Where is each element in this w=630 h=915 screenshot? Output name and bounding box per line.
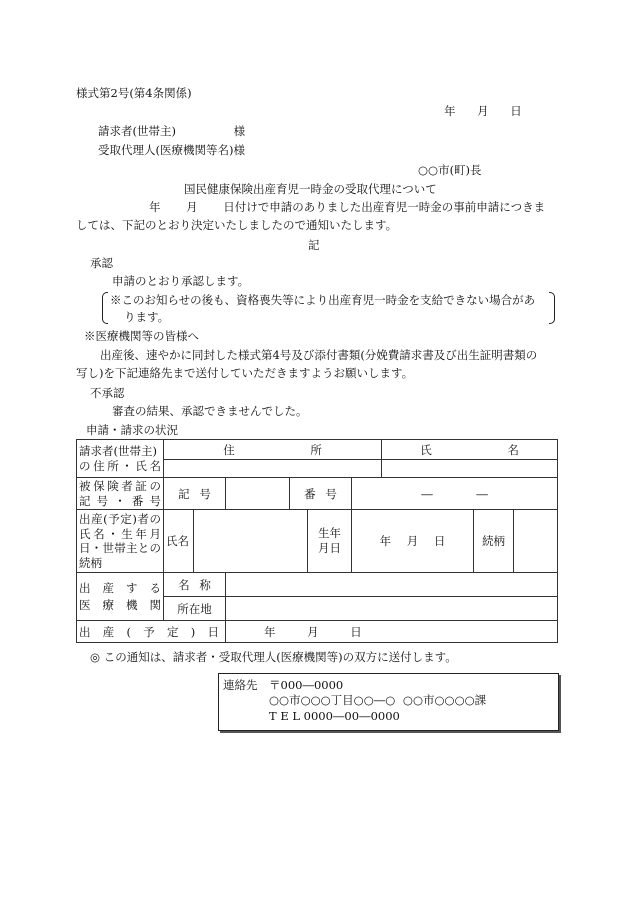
birth-person-name-cell[interactable] <box>194 510 308 573</box>
footnote: ◎ この通知は、請求者・受取代理人(医療機関等)の双方に送付します。 <box>90 650 457 664</box>
zokugara-value-cell[interactable] <box>514 510 558 573</box>
number-dashes: ― ― <box>352 478 558 510</box>
body-line1: 年 月 日付けで申請のありました出産育児一時金の事前申請につきま <box>149 200 546 214</box>
shimei-label: 氏名 <box>164 510 194 573</box>
document-title: 国民健康保険出産育児一時金の受取代理について <box>184 182 437 196</box>
medical-notice-line1: 出産後、速やかに同封した様式第4号及び添付書類(分娩費請求書及び出生証明書類の <box>100 348 538 362</box>
medical-notice-heading: ※医療機関等の皆様へ <box>84 329 199 343</box>
disapproval-heading: 不承認 <box>90 386 125 400</box>
approval-text: 申請のとおり承認します。 <box>112 274 250 288</box>
birth-date-label: 生年 月日 <box>308 510 352 573</box>
date-line: 年 月 日 <box>444 104 522 118</box>
contact-postal: 〒000―0000 <box>269 678 344 692</box>
kigou-label: 記 号 <box>164 478 226 510</box>
birth-date-value: 年 月 日 <box>352 510 474 573</box>
institution-address-cell[interactable] <box>226 597 558 621</box>
contact-label: 連絡先 <box>223 678 258 692</box>
insurance-card-label: 被保険者証の 記号・番号 <box>77 478 164 510</box>
claimant-name-cell[interactable] <box>382 460 558 478</box>
birth-person-label: 出産(予定)者の 氏名・生年月 日・世帯主との 続柄 <box>77 510 164 573</box>
approval-heading: 承認 <box>90 256 113 270</box>
status-heading: 申請・請求の状況 <box>86 423 178 437</box>
kigou-value-cell[interactable] <box>226 478 290 510</box>
claimant-label: 請求者(世帯主) の住所・氏名 <box>77 440 164 478</box>
bangou-label: 番 号 <box>290 478 352 510</box>
contact-tel: T E L 0000―00―0000 <box>269 709 400 723</box>
institution-name-cell[interactable] <box>226 573 558 597</box>
approval-note-line2: ります。 <box>124 310 170 324</box>
claimant-address-cell[interactable] <box>164 460 382 478</box>
contact-box <box>218 673 559 731</box>
recipient-line1: 請求者(世帯主) 様 <box>98 124 246 138</box>
zokugara-label: 続柄 <box>474 510 514 573</box>
medical-institution-label: 出産する 医療機関 <box>77 573 164 621</box>
approval-note-line1: ※このお知らせの後も、資格喪失等により出産育児一時金を支給できない場合があ <box>110 293 536 307</box>
ki-label: 記 <box>308 238 320 252</box>
form-number: 様式第2号(第4条関係) <box>76 86 192 100</box>
note-bracket-left <box>102 292 108 324</box>
application-status-table <box>76 439 558 643</box>
due-date-value: 年 月 日 <box>226 621 558 643</box>
meishou-label: 名 称 <box>164 573 226 597</box>
sender: ○○市(町)長 <box>418 163 482 177</box>
due-date-label: 出産(予定)日 <box>77 621 226 643</box>
medical-notice-line2: 写し)を下記連絡先まで送付していただきますようお願いします。 <box>76 366 414 380</box>
contact-address: ○○市○○○丁目○○―○ ○○市○○○○課 <box>269 693 487 707</box>
body-line2: しては、下記のとおり決定いたしましたので通知いたします。 <box>76 218 398 232</box>
disapproval-text: 審査の結果、承認できませんでした。 <box>112 404 308 418</box>
note-bracket-right <box>549 292 555 324</box>
recipient-line2: 受取代理人(医療機関等名)様 <box>98 143 245 157</box>
name-header: 氏 名 <box>382 440 558 460</box>
address-header: 住 所 <box>164 440 382 460</box>
shozaichi-label: 所在地 <box>164 597 226 621</box>
